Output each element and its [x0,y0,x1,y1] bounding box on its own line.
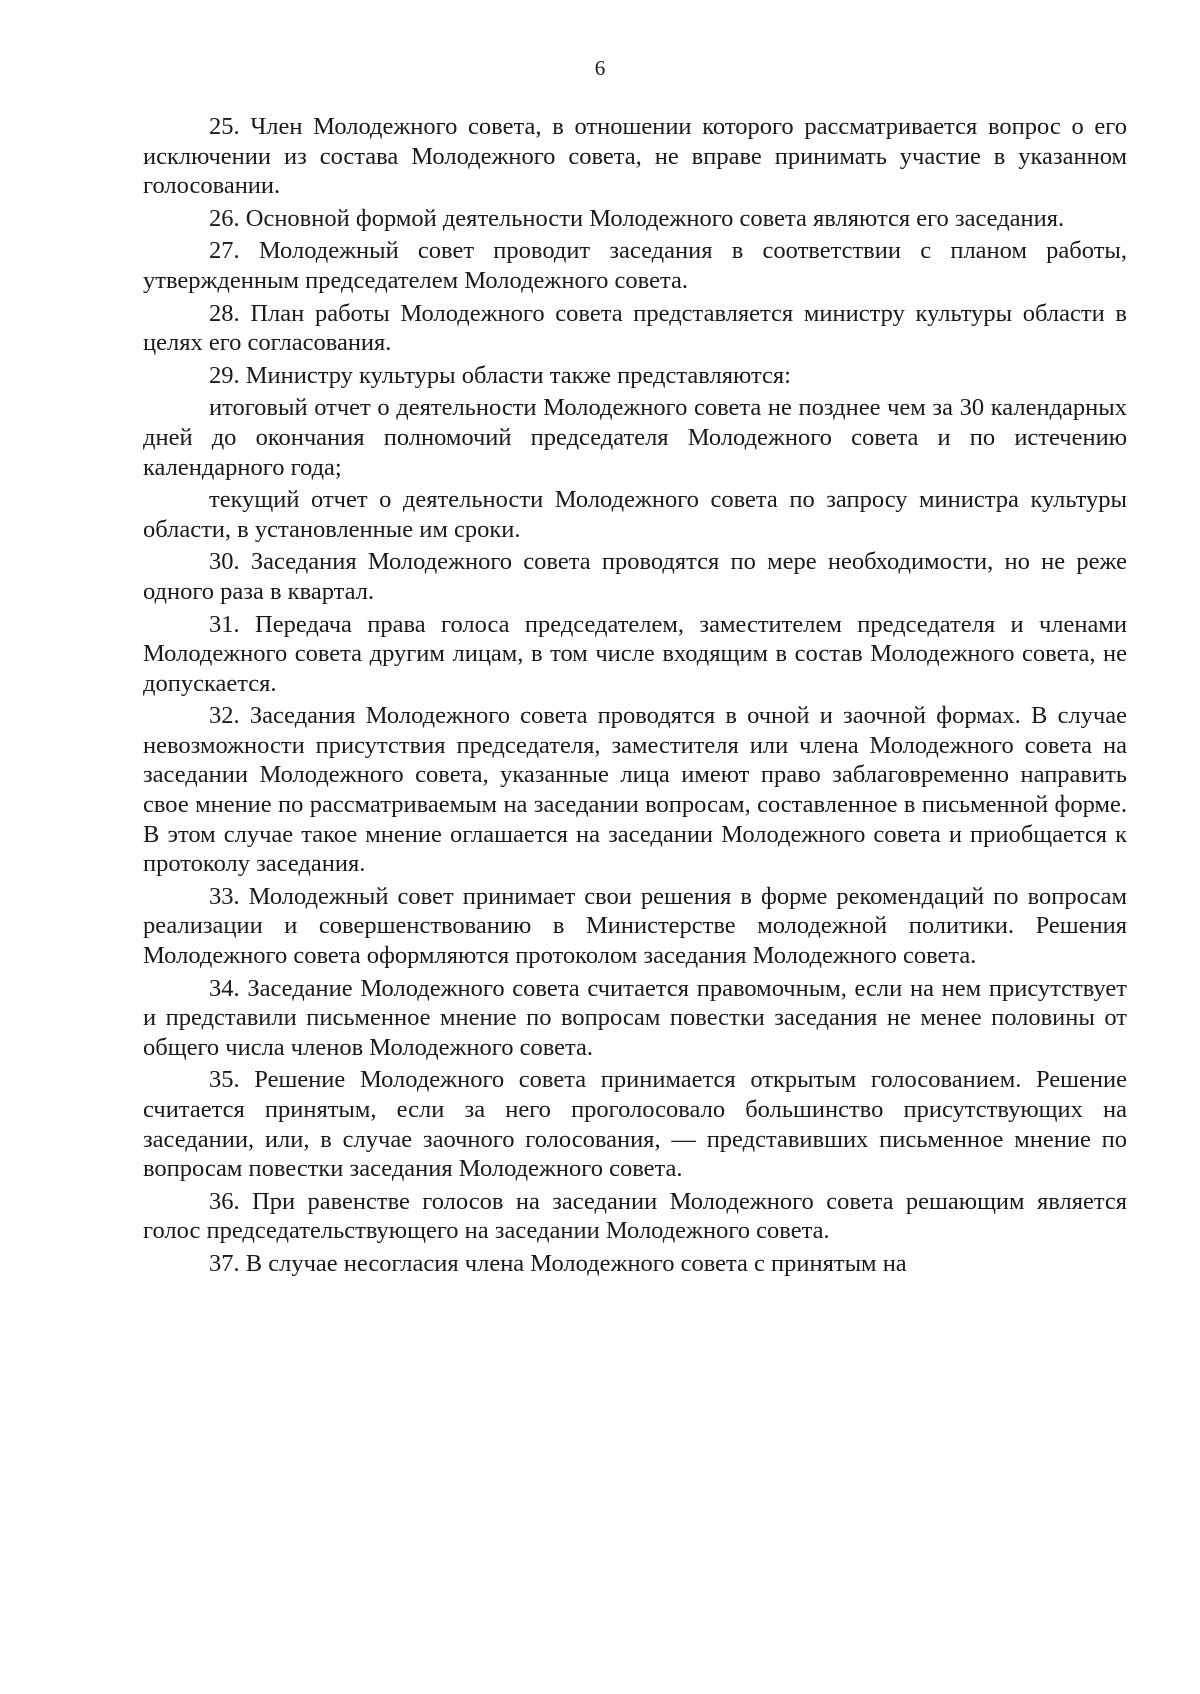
paragraph-29-item-current-report: текущий отчет о деятельности Молодежного совета по запросу министра культуры области, в установленные им сроки. [143,486,1127,543]
paragraph-25: 25. Член Молодежного совета, в отношении которого рассматривается вопрос о его исключении из состава Молодежного совета, не вправе принимать участие в указанном голосовании. [143,113,1127,200]
paragraph-29-item-final-report: итоговый отчет о деятельности Молодежного совета не позднее чем за 30 календарных дней до окончания полномочий председателя Молодежного совета и по истечению календарного года; [143,394,1127,481]
paragraph-36: 36. При равенстве голосов на заседании Молодежного совета решающим является голос председательствующего на заседании Молодежного совета. [143,1187,1127,1245]
paragraph-28: 28. План работы Молодежного совета представляется министру культуры области в целях его согласования. [143,299,1127,357]
paragraph-29: 29. Министру культуры области также представляются: [209,361,791,389]
paragraph-27: 27. Молодежный совет проводит заседания в соответствии с планом работы, утвержденным председателем Молодежного совета. [143,237,1127,294]
paragraph-34: 34. Заседание Молодежного совета считается правомочным, если на нем присутствует и представили письменное мнение по вопросам повестки заседания не менее половины от общего числа членов Молодежного совета. [143,974,1127,1061]
paragraph-30: 30. Заседания Молодежного совета проводятся по мере необходимости, но не реже одного раза в квартал. [143,548,1127,605]
page-number: 6 [594,56,606,80]
paragraph-35: 35. Решение Молодежного совета принимается открытым голосованием. Решение считается принятым, если за него проголосовало большинство присутствующих на заседании, или, в случае заочного голосования, — представивших письменное мнение по вопросам повестки заседания Молодежного совета. [143,1066,1127,1183]
paragraph-31: 31. Передача права голоса председателем, заместителем председателя и членами Молодежного совета другим лицам, в том числе входящим в состав Молодежного совета, не допускается. [143,610,1127,697]
paragraph-32: 32. Заседания Молодежного совета проводятся в очной и заочной формах. В случае невозможности присутствия председателя, заместителя или члена Молодежного совета на заседании Молодежного совета, указанные лица имеют право заблаговременно направить свое мнение по рассматриваемым на заседании вопросам, составленное в письменной форме. В этом случае такое мнение оглашается на заседании Молодежного совета и приобщается к протоколу заседания. [143,702,1127,878]
document-body [143,112,1127,1282]
paragraph-33: 33. Молодежный совет принимает свои решения в форме рекомендаций по вопросам реализации и совершенствованию в Министерстве молодежной политики. Решения Молодежного совета оформляются протоколом заседания Молодежного совета. [143,882,1127,970]
paragraph-26: 26. Основной формой деятельности Молодежного совета являются его заседания. [209,204,1065,232]
paragraph-37: 37. В случае несогласия члена Молодежного совета с принятым на [209,1249,907,1277]
